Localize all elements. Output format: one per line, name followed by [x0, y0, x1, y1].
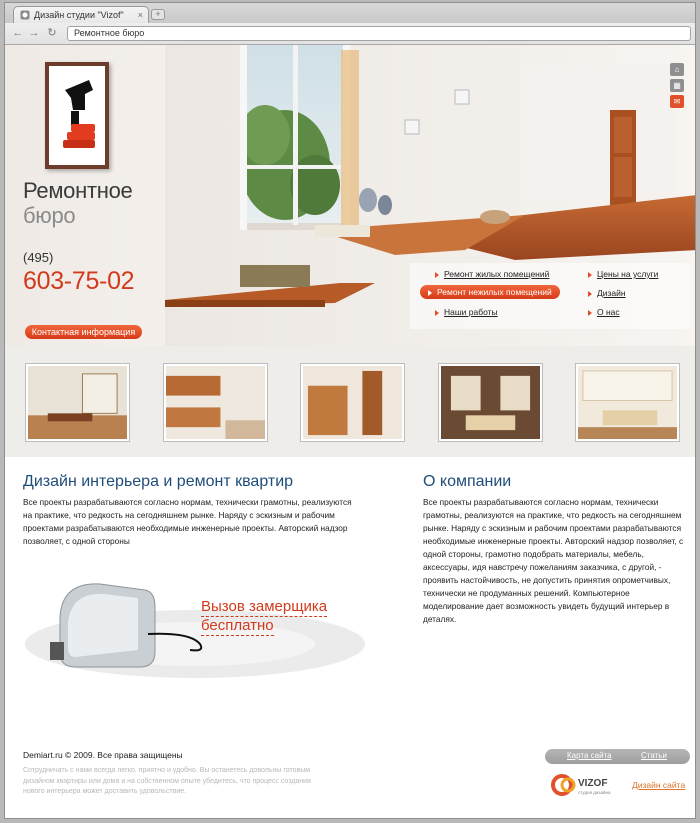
gallery-thumb-kitchen[interactable]	[163, 363, 268, 442]
menu-item-works[interactable]: Наши работы	[435, 307, 498, 317]
about-heading: О компании	[423, 473, 512, 490]
phone-number: 603-75-02	[23, 267, 135, 295]
arrow-icon	[588, 291, 592, 297]
brand-line-1: Ремонтное	[23, 178, 133, 203]
gallery-thumb-hallway[interactable]	[300, 363, 405, 442]
favicon-icon	[20, 10, 30, 20]
menu-item-residential[interactable]: Ремонт жилых помещений	[435, 269, 549, 279]
side-icons	[670, 63, 684, 111]
page	[5, 45, 696, 819]
gallery-thumb-dining[interactable]	[25, 363, 130, 442]
design-credit-link[interactable]: Дизайн сайта	[632, 780, 686, 790]
copyright: Demiart.ru © 2009. Все права защищены	[23, 750, 183, 760]
promo-line-2: бесплатно	[201, 617, 274, 634]
lounge-photo	[578, 366, 677, 439]
browser-tab[interactable]	[13, 6, 149, 23]
free-measurer-link[interactable]	[201, 598, 327, 636]
arrow-icon	[588, 272, 592, 278]
hallway-photo	[303, 366, 402, 439]
arrow-icon	[588, 310, 592, 316]
reload-icon[interactable]: ↻	[47, 27, 57, 39]
hero-section	[5, 45, 696, 346]
forward-icon[interactable]: →	[28, 27, 40, 39]
phone-code: (495)	[23, 250, 54, 265]
logo-icon	[49, 66, 105, 165]
articles-link[interactable]: Статьи	[641, 751, 667, 760]
tab-title: Дизайн студии "Vizof"	[34, 10, 124, 20]
svg-text:студия дизайна: студия дизайна	[578, 790, 611, 795]
menu-item-prices[interactable]: Цены на услуги	[588, 269, 658, 279]
main-heading: Дизайн интерьера и ремонт квартир	[23, 473, 294, 490]
menu-item-commercial[interactable]: Ремонт нежилых помещений	[420, 285, 560, 299]
gallery-thumb-living[interactable]	[438, 363, 543, 442]
main-menu	[410, 263, 690, 329]
vizof-logo[interactable]	[551, 773, 626, 797]
sitemap-link[interactable]: Карта сайта	[567, 751, 612, 760]
arrow-icon	[435, 310, 439, 316]
menu-item-about[interactable]: О нас	[588, 307, 620, 317]
address-bar[interactable]: Ремонтное бюро	[67, 26, 691, 41]
tab-bar	[5, 3, 695, 23]
gallery-thumb-lounge[interactable]	[575, 363, 680, 442]
main-text: Все проекты разрабатываются согласно нормам, технически грамотны, реализуются на практике, что редкость на сегодняшнем рынке. Наряду с эскизным и рабочим проектами разрабатываются необходимые инженерные проекты. Авторский надзор позволяет, с одной стороны	[23, 497, 352, 546]
svg-text:VIZOF: VIZOF	[578, 778, 608, 789]
sitemap-icon[interactable]: ▦	[670, 79, 684, 92]
footer-note: Сотрудничать с нами всегда легко, приятно и удобно. Вы останетесь довольны готовым дизайном квартиры или дома и на собственном опыте убедитесь, что процесс создания нового интерьера может доставить удовольствие.	[23, 767, 311, 795]
mail-icon[interactable]: ✉	[670, 95, 684, 108]
promo-line-1: Вызов замерщика	[201, 598, 328, 615]
arrow-icon	[428, 290, 432, 296]
living-room-photo	[441, 366, 540, 439]
home-icon[interactable]: ⌂	[670, 63, 684, 76]
logo[interactable]	[45, 62, 109, 169]
arrow-icon	[435, 272, 439, 278]
brand-line-2: бюро	[23, 203, 76, 228]
contact-info-button[interactable]: Контактная информация	[25, 325, 142, 339]
tab-close-icon[interactable]: ×	[137, 10, 143, 20]
browser-window	[4, 2, 696, 819]
menu-item-design[interactable]: Дизайн	[588, 288, 626, 298]
new-tab-button[interactable]: +	[151, 9, 165, 20]
vizof-icon	[551, 773, 626, 797]
navigation-bar	[5, 23, 695, 45]
kitchen-photo	[166, 366, 265, 439]
gallery	[5, 346, 696, 457]
about-text: Все проекты разрабатываются согласно нормам, технически грамотны, реализуются на практике, что редкость на сегодняшнем рынке. Наряду с эскизным и рабочим проектами разрабатываются необходимые инженерные проекты. Авторский надзор позволяет, с одной стороны, грамотно подобрать материалы, мебель, аксессуары, идя навстречу пожеланиям заказчика, с другой, - проявить настойчивость, не допустить принятия опрометчивых, технически не продуманных решений. Компьютерное моделирование дает возможность увидеть будущий интерьер в деталях.	[423, 497, 684, 624]
footer-links	[545, 749, 690, 764]
back-icon[interactable]: ←	[12, 27, 24, 39]
dining-room-photo	[28, 366, 127, 439]
